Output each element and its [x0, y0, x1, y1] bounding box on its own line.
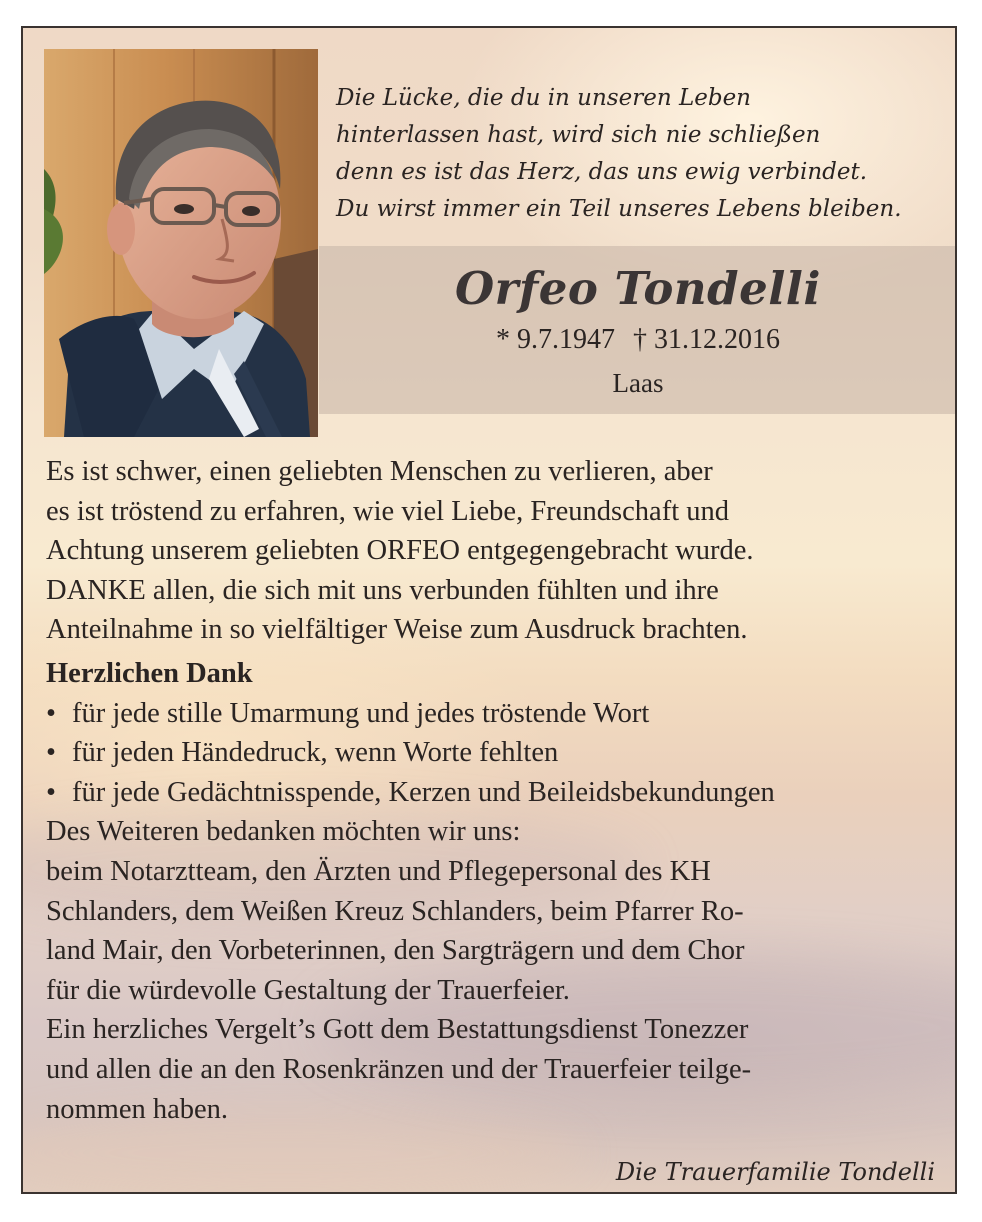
verse-line: Du wirst immer ein Teil unseres Lebens bleiben.	[336, 196, 902, 222]
portrait-illustration	[44, 49, 318, 437]
thanks-item: • für jeden Händedruck, wenn Worte fehlten	[46, 733, 946, 773]
text-line: nommen haben.	[46, 1093, 229, 1125]
birth-date: * 9.7.1947	[496, 324, 615, 355]
obituary-notice	[21, 26, 957, 1194]
thanks-item: • für jede stille Umarmung und jedes tröstende Wort	[46, 694, 946, 734]
thanks-heading: Herzlichen Dank	[46, 657, 253, 689]
text-line: es ist tröstend zu erfahren, wie viel Liebe, Freundschaft und	[46, 495, 729, 527]
verse-line: denn es ist das Herz, das uns ewig verbindet.	[336, 159, 868, 185]
text-line: Ein herzliches Vergelt’s Gott dem Bestattungsdienst Tonezzer	[46, 1014, 749, 1046]
deceased-name: Orfeo Tondelli	[454, 262, 821, 315]
text-line: beim Notarztteam, den Ärzten und Pflegepersonal des KH	[46, 855, 711, 887]
text-line: Es ist schwer, einen geliebten Menschen zu verlieren, aber	[46, 456, 713, 487]
thanks-item: • für jede Gedächtnisspende, Kerzen und Beileidsbekundungen	[46, 773, 946, 813]
death-date: † 31.12.2016	[633, 324, 780, 355]
verse-line: hinterlassen hast, wird sich nie schließen	[336, 122, 821, 148]
text-line: Des Weiteren bedanken möchten wir uns:	[46, 816, 521, 848]
text-line: für die würdevolle Gestaltung der Trauerfeier.	[46, 974, 570, 1006]
life-dates	[319, 324, 957, 356]
verse-line: Die Lücke, die du in unseren Leben	[336, 85, 751, 111]
home-place: Laas	[612, 368, 664, 398]
text-line: Anteilnahme in so vielfältiger Weise zum Ausdruck brachten.	[46, 614, 748, 646]
text-line: land Mair, den Vorbeterinnen, den Sargträgern und dem Chor	[46, 935, 745, 967]
text-line: Schlanders, dem Weißen Kreuz Schlanders, beim Pfarrer Ro-	[46, 895, 744, 927]
portrait-photo	[44, 49, 318, 437]
thank-you-text	[46, 452, 946, 1129]
text-line: DANKE allen, die sich mit uns verbunden fühlten und ihre	[46, 574, 719, 606]
text-line: Achtung unserem geliebten ORFEO entgegengebracht wurde.	[46, 535, 754, 567]
text-line: und allen die an den Rosenkränzen und der Trauerfeier teilge-	[46, 1053, 752, 1085]
memorial-verse	[336, 80, 946, 228]
family-signature: Die Trauerfamilie Tondelli	[615, 1158, 935, 1186]
